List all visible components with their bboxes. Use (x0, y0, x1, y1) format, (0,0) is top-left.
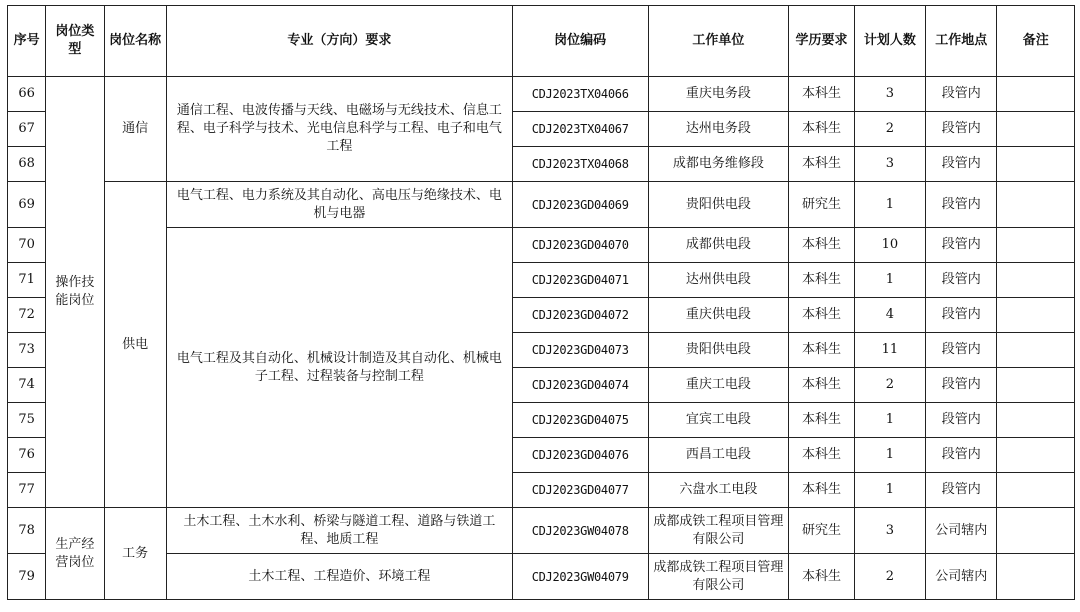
cell-position-power: 供电 (104, 182, 166, 508)
cell-unit: 达州电务段 (648, 112, 789, 147)
cell-unit: 成都成铁工程项目管理有限公司 (648, 554, 789, 600)
cell-code: CDJ2023GD04069 (512, 182, 648, 228)
cell-count: 2 (854, 368, 925, 403)
cell-major-power-a: 电气工程、电力系统及其自动化、高电压与绝缘技术、电机与电器 (166, 182, 512, 228)
cell-education: 本科生 (789, 112, 854, 147)
cell-education: 本科生 (789, 438, 854, 473)
cell-location: 段管内 (926, 182, 997, 228)
cell-no: 77 (8, 473, 46, 508)
cell-code: CDJ2023TX04068 (512, 147, 648, 182)
cell-note (997, 438, 1075, 473)
cell-no: 75 (8, 403, 46, 438)
header-position: 岗位名称 (104, 6, 166, 77)
cell-no: 73 (8, 333, 46, 368)
table-row (8, 508, 1075, 554)
cell-position-communication: 通信 (104, 77, 166, 182)
cell-unit: 六盘水工电段 (648, 473, 789, 508)
cell-no: 69 (8, 182, 46, 228)
cell-location: 段管内 (926, 77, 997, 112)
cell-location: 段管内 (926, 403, 997, 438)
cell-code: CDJ2023GD04077 (512, 473, 648, 508)
cell-count: 4 (854, 298, 925, 333)
cell-no: 78 (8, 508, 46, 554)
cell-code: CDJ2023GW04079 (512, 554, 648, 600)
cell-code: CDJ2023GW04078 (512, 508, 648, 554)
cell-count: 10 (854, 228, 925, 263)
header-row (8, 6, 1075, 77)
cell-no: 79 (8, 554, 46, 600)
header-education: 学历要求 (789, 6, 854, 77)
cell-count: 2 (854, 554, 925, 600)
header-count: 计划人数 (854, 6, 925, 77)
cell-group-production: 生产经营岗位 (46, 508, 104, 600)
cell-note (997, 182, 1075, 228)
cell-location: 段管内 (926, 368, 997, 403)
cell-count: 3 (854, 147, 925, 182)
cell-note (997, 368, 1075, 403)
cell-no: 76 (8, 438, 46, 473)
cell-no: 67 (8, 112, 46, 147)
cell-code: CDJ2023GD04073 (512, 333, 648, 368)
cell-education: 本科生 (789, 147, 854, 182)
cell-count: 1 (854, 263, 925, 298)
cell-education: 研究生 (789, 182, 854, 228)
table-row (8, 554, 1075, 600)
cell-count: 1 (854, 182, 925, 228)
cell-education: 本科生 (789, 298, 854, 333)
cell-no: 68 (8, 147, 46, 182)
table-row (8, 228, 1075, 263)
cell-no: 70 (8, 228, 46, 263)
cell-education: 本科生 (789, 263, 854, 298)
cell-no: 66 (8, 77, 46, 112)
cell-count: 1 (854, 438, 925, 473)
header-location: 工作地点 (926, 6, 997, 77)
cell-no: 74 (8, 368, 46, 403)
cell-education: 本科生 (789, 554, 854, 600)
cell-unit: 成都供电段 (648, 228, 789, 263)
cell-code: CDJ2023GD04070 (512, 228, 648, 263)
cell-count: 11 (854, 333, 925, 368)
cell-note (997, 403, 1075, 438)
cell-unit: 宜宾工电段 (648, 403, 789, 438)
cell-education: 本科生 (789, 77, 854, 112)
cell-note (997, 228, 1075, 263)
cell-location: 段管内 (926, 298, 997, 333)
cell-code: CDJ2023GD04071 (512, 263, 648, 298)
cell-location: 段管内 (926, 147, 997, 182)
cell-note (997, 298, 1075, 333)
cell-location: 段管内 (926, 228, 997, 263)
cell-major-power-b: 电气工程及其自动化、机械设计制造及其自动化、机械电子工程、过程装备与控制工程 (166, 228, 512, 508)
cell-unit: 重庆工电段 (648, 368, 789, 403)
cell-location: 段管内 (926, 473, 997, 508)
cell-code: CDJ2023GD04075 (512, 403, 648, 438)
cell-code: CDJ2023GD04072 (512, 298, 648, 333)
cell-position-engineering: 工务 (104, 508, 166, 600)
cell-education: 本科生 (789, 333, 854, 368)
cell-group-operation: 操作技能岗位 (46, 77, 104, 508)
cell-note (997, 508, 1075, 554)
header-note: 备注 (997, 6, 1075, 77)
cell-major-civil-b: 土木工程、工程造价、环境工程 (166, 554, 512, 600)
header-type: 岗位类型 (46, 6, 104, 77)
cell-unit: 西昌工电段 (648, 438, 789, 473)
cell-location: 段管内 (926, 333, 997, 368)
cell-education: 本科生 (789, 403, 854, 438)
cell-count: 1 (854, 473, 925, 508)
cell-education: 研究生 (789, 508, 854, 554)
cell-unit: 贵阳供电段 (648, 333, 789, 368)
header-no: 序号 (8, 6, 46, 77)
cell-unit: 重庆电务段 (648, 77, 789, 112)
cell-code: CDJ2023TX04066 (512, 77, 648, 112)
cell-note (997, 112, 1075, 147)
table-row (8, 77, 1075, 112)
cell-unit: 贵阳供电段 (648, 182, 789, 228)
table-row (8, 182, 1075, 228)
cell-unit: 成都电务维修段 (648, 147, 789, 182)
cell-note (997, 554, 1075, 600)
header-unit: 工作单位 (648, 6, 789, 77)
cell-major-communication: 通信工程、电波传播与天线、电磁场与无线技术、信息工程、电子科学与技术、光电信息科学与工程、电子和电气工程 (166, 77, 512, 182)
cell-code: CDJ2023GD04076 (512, 438, 648, 473)
cell-location: 段管内 (926, 263, 997, 298)
recruitment-table (7, 5, 1075, 600)
cell-education: 本科生 (789, 228, 854, 263)
cell-location: 段管内 (926, 112, 997, 147)
cell-major-civil-a: 土木工程、土木水利、桥梁与隧道工程、道路与铁道工程、地质工程 (166, 508, 512, 554)
cell-note (997, 147, 1075, 182)
cell-education: 本科生 (789, 473, 854, 508)
cell-unit: 成都成铁工程项目管理有限公司 (648, 508, 789, 554)
cell-count: 2 (854, 112, 925, 147)
cell-count: 3 (854, 508, 925, 554)
cell-count: 1 (854, 403, 925, 438)
cell-code: CDJ2023TX04067 (512, 112, 648, 147)
cell-no: 71 (8, 263, 46, 298)
cell-note (997, 473, 1075, 508)
header-major: 专业（方向）要求 (166, 6, 512, 77)
cell-note (997, 263, 1075, 298)
cell-no: 72 (8, 298, 46, 333)
cell-unit: 重庆供电段 (648, 298, 789, 333)
cell-note (997, 333, 1075, 368)
cell-note (997, 77, 1075, 112)
cell-count: 3 (854, 77, 925, 112)
cell-code: CDJ2023GD04074 (512, 368, 648, 403)
cell-location: 段管内 (926, 438, 997, 473)
header-code: 岗位编码 (512, 6, 648, 77)
cell-location: 公司辖内 (926, 508, 997, 554)
cell-education: 本科生 (789, 368, 854, 403)
cell-unit: 达州供电段 (648, 263, 789, 298)
cell-location: 公司辖内 (926, 554, 997, 600)
